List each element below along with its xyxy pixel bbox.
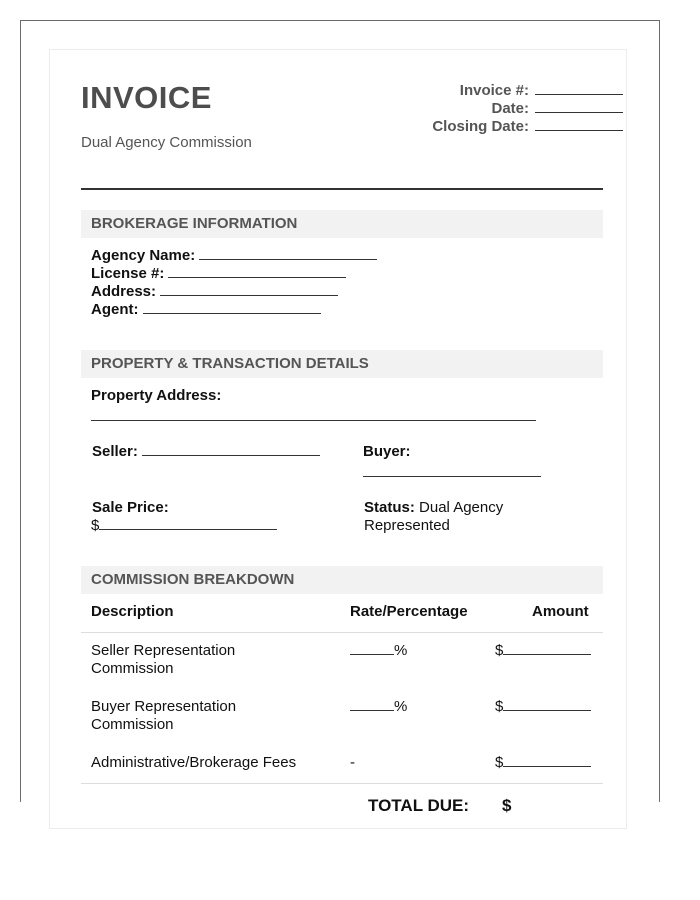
document-frame [20,20,660,815]
invoice-page [49,49,627,829]
table-header-divider [81,632,603,633]
column-header-amount: Amount [532,603,589,620]
admin-amount-blank[interactable] [503,754,591,767]
seller-rate-blank[interactable] [350,642,394,655]
table-bottom-divider [81,783,603,784]
seller-field[interactable] [92,443,320,460]
agent-label: Agent: [91,301,139,318]
currency-symbol: $ [91,517,100,534]
row-description-line1: Buyer Representation [91,698,237,715]
status-value-line2: Represented [364,517,450,534]
license-label: License #: [91,265,165,282]
row-description-line2: Commission [91,716,174,733]
sale-price-label: Sale Price: [92,499,169,516]
row-description: Administrative/Brokerage Fees [91,754,297,771]
property-address-label: Property Address: [91,387,222,404]
closing-date-field[interactable] [432,118,623,135]
invoice-number-blank[interactable] [535,82,623,95]
admin-rate-value: - [350,754,355,771]
license-field[interactable] [91,265,346,282]
buyer-blank[interactable] [363,476,541,477]
address-blank[interactable] [160,283,338,296]
row-description-line1: Seller Representation [91,642,236,659]
invoice-subtitle: Dual Agency Commission [81,134,252,151]
property-section-heading: PROPERTY & TRANSACTION DETAILS [81,350,603,378]
status-label: Status: [364,499,415,516]
closing-date-label: Closing Date: [432,118,529,135]
license-blank[interactable] [168,265,346,278]
percent-sign: % [394,698,408,715]
address-label: Address: [91,283,157,300]
buyer-amount-blank[interactable] [503,698,591,711]
buyer-label: Buyer: [363,443,411,460]
header-divider [81,188,603,190]
status-value-line1: Dual Agency [419,499,504,516]
table-row [91,698,236,734]
date-blank[interactable] [535,100,623,113]
invoice-number-field[interactable] [460,82,623,99]
seller-label: Seller: [92,443,138,460]
table-row [91,642,235,678]
agency-name-blank[interactable] [199,247,377,260]
agent-blank[interactable] [143,301,321,314]
commission-section-heading: COMMISSION BREAKDOWN [81,566,603,594]
sale-price-blank[interactable] [99,517,277,530]
agency-name-label: Agency Name: [91,247,196,264]
seller-blank[interactable] [142,443,320,456]
seller-rate-field[interactable] [350,642,407,659]
date-field[interactable] [491,100,623,117]
status-block [364,499,503,535]
property-address-blank[interactable] [91,420,536,421]
dollar-sign: $ [495,642,504,659]
address-field[interactable] [91,283,338,300]
dollar-sign: $ [495,754,504,771]
total-due-label: TOTAL DUE: [368,796,470,815]
sale-price-field[interactable] [91,517,277,534]
dollar-sign: $ [495,698,504,715]
row-description-line2: Commission [91,660,174,677]
invoice-number-label: Invoice #: [459,82,529,99]
agency-name-field[interactable] [91,247,377,264]
buyer-rate-blank[interactable] [350,698,394,711]
column-header-description: Description [91,603,174,620]
column-header-rate: Rate/Percentage [350,603,468,620]
brokerage-section-heading: BROKERAGE INFORMATION [81,210,603,238]
table-row [91,754,296,772]
percent-sign: % [394,642,408,659]
agent-field[interactable] [91,301,321,318]
seller-amount-field[interactable] [495,642,591,659]
total-due-dollar-sign: $ [502,796,512,815]
date-label: Date: [491,100,529,117]
closing-date-blank[interactable] [535,118,623,131]
buyer-rate-field[interactable] [350,698,407,715]
buyer-amount-field[interactable] [495,698,591,715]
admin-amount-field[interactable] [495,754,591,771]
seller-amount-blank[interactable] [503,642,591,655]
invoice-title: INVOICE [81,80,212,115]
